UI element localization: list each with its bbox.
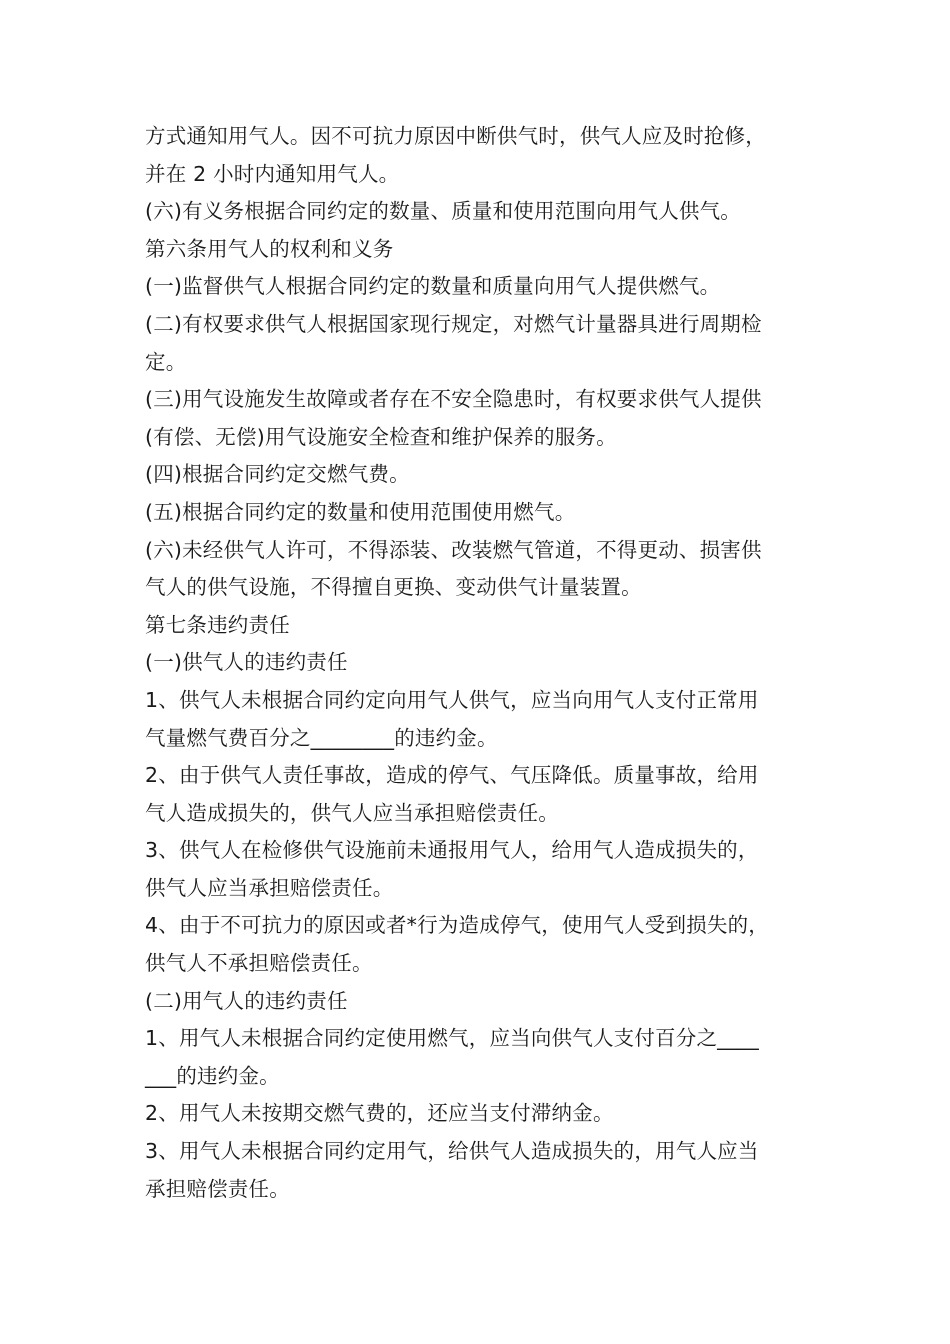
text-line: (有偿、无偿)用气设施安全检查和维护保养的服务。 [145, 424, 617, 449]
text-line: 供气人不承担赔偿责任。 [145, 951, 373, 976]
text-line: (六)未经供气人许可，不得添装、改装燃气管道，不得更动、损害供 [145, 537, 762, 562]
text-line: 气人造成损失的，供气人应当承担赔偿责任。 [145, 800, 559, 825]
text-line: 气量燃气费百分之________的违约金。 [145, 725, 498, 750]
text-line: 气人的供气设施，不得擅自更换、变动供气计量装置。 [145, 575, 642, 600]
subsection-heading: (二)用气人的违约责任 [145, 988, 348, 1013]
text-line: ___的违约金。 [145, 1063, 280, 1088]
section-heading: 第六条用气人的权利和义务 [145, 236, 394, 261]
text-line: 4、由于不可抗力的原因或者*行为造成停气，使用气人受到损失的， [145, 913, 769, 938]
text-line: 2、由于供气人责任事故，造成的停气、气压降低。质量事故，给用 [145, 763, 759, 788]
text-line: 供气人应当承担赔偿责任。 [145, 875, 394, 900]
text-line: 并在 2 小时内通知用气人。 [145, 161, 400, 186]
text-line: 定。 [145, 349, 187, 374]
text-line: (二)有权要求供气人根据国家现行规定，对燃气计量器具进行周期检 [145, 311, 762, 336]
text-line: 2、用气人未按期交燃气费的，还应当支付滞纳金。 [145, 1101, 614, 1126]
text-line: 1、用气人未根据合同约定使用燃气，应当向供气人支付百分之____ [145, 1026, 759, 1051]
document-body [145, 118, 825, 1208]
text-line: (四)根据合同约定交燃气费。 [145, 462, 410, 487]
section-heading: 第七条违约责任 [145, 612, 290, 637]
text-line: (六)有义务根据合同约定的数量、质量和使用范围向用气人供气。 [145, 199, 741, 224]
text-line: (五)根据合同约定的数量和使用范围使用燃气。 [145, 499, 576, 524]
text-line: (三)用气设施发生故障或者存在不安全隐患时，有权要求供气人提供 [145, 387, 762, 412]
text-line: (一)监督供气人根据合同约定的数量和质量向用气人提供燃气。 [145, 274, 721, 299]
text-line: 承担赔偿责任。 [145, 1176, 290, 1201]
text-line: 3、供气人在检修供气设施前未通报用气人，给用气人造成损失的， [145, 838, 759, 863]
subsection-heading: (一)供气人的违约责任 [145, 650, 348, 675]
text-line: 3、用气人未根据合同约定用气，给供气人造成损失的，用气人应当 [145, 1139, 759, 1164]
text-line: 1、供气人未根据合同约定向用气人供气，应当向用气人支付正常用 [145, 687, 759, 712]
text-line: 方式通知用气人。因不可抗力原因中断供气时，供气人应及时抢修， [145, 124, 766, 148]
